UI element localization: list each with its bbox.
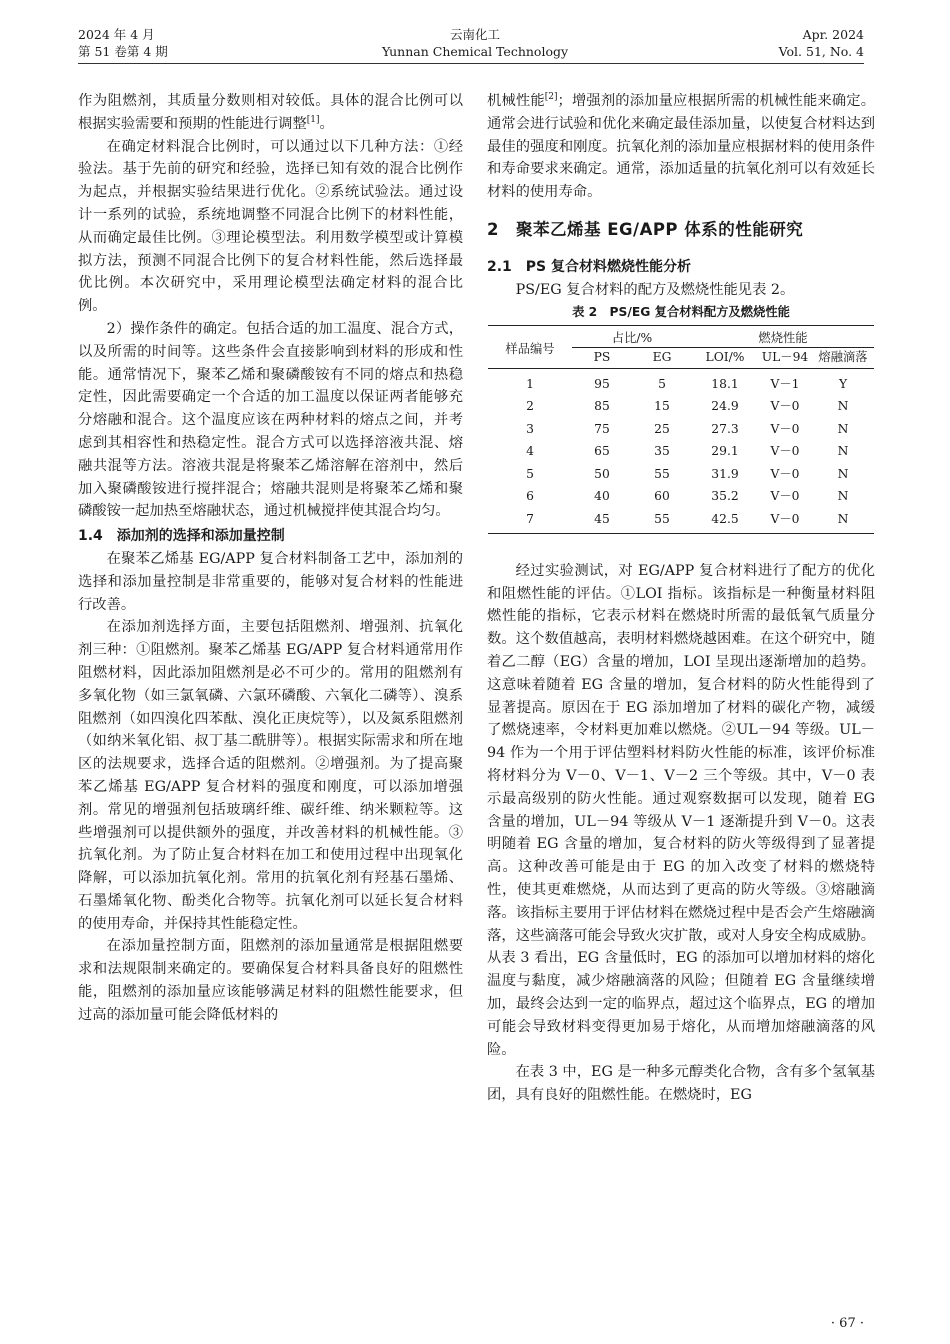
table-cell: 35 xyxy=(654,444,670,459)
table-row xyxy=(488,369,874,395)
citation: [1] xyxy=(306,115,320,126)
table-cell: 40 xyxy=(594,489,610,504)
table-row xyxy=(488,417,874,440)
paragraph: 在添加量控制方面，阻燃剂的添加量通常是根据阻燃要求和法规限制来确定的。要确保复合材料具备良好的阻燃性能，阻燃剂的添加量应该能够满足材料的阻燃性能要求，但过高的添加量可能会降低材料的 xyxy=(78,938,463,1023)
table-cell: V－0 xyxy=(770,466,800,481)
col-header-ul94: UL－94 xyxy=(758,348,812,369)
table-row xyxy=(488,507,874,533)
data-table xyxy=(488,325,874,534)
table-cell: 5 xyxy=(658,376,666,391)
table-cell: 1 xyxy=(526,376,534,391)
paragraph: 在表 3 中，EG 是一种多元醇类化合物，含有多个氢氧基团，具有良好的阻燃性能。在燃烧时，EG xyxy=(487,1064,875,1104)
table-cell: N xyxy=(837,444,849,459)
table-cell: 29.1 xyxy=(711,444,739,459)
table-cell: 18.1 xyxy=(711,376,739,391)
section-heading-1-4: 1.4 添加剂的选择和添加量控制 xyxy=(78,528,285,545)
table-cell: 50 xyxy=(594,466,610,481)
table-cell: N xyxy=(837,399,849,414)
paragraph: PS/EG 复合材料的配方及燃烧性能见表 2。 xyxy=(515,281,795,298)
col-group-ratio: 占比/% xyxy=(572,326,692,348)
table-cell: 25 xyxy=(654,421,670,436)
table-cell: V－0 xyxy=(758,507,812,533)
paragraph: 在聚苯乙烯基 EG/APP 复合材料制备工艺中，添加剂的选择和添加量控制是非常重要的，能够对复合材料的性能进行改善。 xyxy=(78,550,463,613)
table-cell: 2 xyxy=(526,399,534,414)
table-row xyxy=(488,440,874,463)
table-cell: V－0 xyxy=(770,399,800,414)
page-number: · 67 · xyxy=(830,1316,864,1331)
table-cell: 15 xyxy=(654,399,670,414)
header-date: 2024 年 4 月 xyxy=(78,27,155,42)
table-cell: 35.2 xyxy=(711,489,739,504)
paragraph: 机械性能[2]；增强剂的添加量应根据所需的机械性能来确定。通常会进行试验和优化来确定最佳添加量，以使复合材料达到最佳的强度和刚度。抗氧化剂的添加量应根据材料的使用条件和寿命要求来确定。通常，添加适量的抗氧化剂可以有效延长材料的使用寿命。 xyxy=(487,92,876,201)
table-cell: 45 xyxy=(572,507,632,533)
col-group-burn: 燃烧性能 xyxy=(692,326,874,348)
table-cell: 75 xyxy=(594,421,610,436)
header-rule xyxy=(78,63,864,64)
paragraph: 经过实验测试，对 EG/APP 复合材料进行了配方的优化和阻燃性能的评估。①LOI 指标。该指标是一种衡量材料阻燃性能的指标，它表示材料在燃烧时所需的最低氧气质量分数。这个数值越高，表明材料燃烧越困难。在这个研究中，随着乙二醇（EG）含量的增加，LOI 呈现出逐渐增加的趋势。这意味着随着 EG 含量的增加，复合材料的防火性能得到了显著提高。原因在于 EG 添加增加了材料的碳化产物，减缓了燃烧速率，令材料更加难以燃烧。②UL－94 等级。UL－94 作为一个用于评估塑料材料防火性能的标准，该评价标准将材料分为 V－0、V－1、V－2 三个等级。其中，V－0 表示最高级别的防火性能。通过观察数据可以发现，随着 EG 含量的增加，UL－94 等级从 V－1 逐渐提升到 V－0。这表明随着 EG 含量的增加，复合材料的防火等级得到了显著提高。这种改善可能是由于 EG 的加入改变了材料的燃烧特性，使其更难燃烧，从而达到了更高的防火等级。③熔融滴落。该指标主要用于评估材料在燃烧过程中是否会产生熔融滴落，这些滴落可能会导致火灾扩散，或对人身安全构成威胁。从表 3 看出，EG 含量低时，EG 的添加可以增加材料的熔化温度与黏度，减少熔融滴落的风险；但随着 EG 含量继续增加，最终会达到一定的临界点，超过这个临界点，EG 的增加可能会导致材料变得更加易于熔化，从而增加熔融滴落的风险。 xyxy=(487,562,875,1058)
table-cell: Y xyxy=(838,376,848,391)
table-row xyxy=(488,485,874,508)
col-header-eg: EG xyxy=(632,348,692,369)
col-header-loi: LOI/% xyxy=(692,348,758,369)
table-row xyxy=(488,395,874,418)
header-volume: 第 51 卷第 4 期 xyxy=(78,44,168,59)
table-cell: N xyxy=(837,421,849,436)
table-cell: 55 xyxy=(654,466,670,481)
left-column xyxy=(78,90,463,1027)
table-cell: N xyxy=(812,507,874,533)
table-cell: 55 xyxy=(632,507,692,533)
header-issue-info-en xyxy=(779,26,864,60)
table-cell: 85 xyxy=(594,399,610,414)
table-cell: V－0 xyxy=(770,444,800,459)
col-header-sample: 样品编号 xyxy=(488,326,572,369)
table-cell: 95 xyxy=(594,376,610,391)
table-cell: V－0 xyxy=(770,489,800,504)
table-cell: 3 xyxy=(526,421,534,436)
table-cell: 31.9 xyxy=(711,466,739,481)
table-cell: N xyxy=(837,466,849,481)
col-header-drip: 熔融滴落 xyxy=(812,348,874,369)
table-cell: 4 xyxy=(526,444,534,459)
table-cell: 27.3 xyxy=(711,421,739,436)
table-cell: 42.5 xyxy=(692,507,758,533)
col-header-ps: PS xyxy=(572,348,632,369)
table-cell: 65 xyxy=(594,444,610,459)
table-cell: 60 xyxy=(654,489,670,504)
table-cell: 5 xyxy=(526,466,534,481)
table-cell: V－0 xyxy=(770,421,800,436)
paragraph: 2）操作条件的确定。包括合适的加工温度、混合方式，以及所需的时间等。这些条件会直接影响到材料的形成和性能。通常情况下，聚苯乙烯和聚磷酸铵有不同的熔点和热稳定性，因此需要确定一个合适的加工温度以保证两者能够充分熔融和混合。这个温度应该在两种材料的熔点之间，并考虑到其相容性和热稳定性。混合方式可以选择溶液共混、熔融共混等方法。溶液共混是将聚苯乙烯溶解在溶剂中，然后加入聚磷酸铵进行搅拌混合；熔融共混则是将聚苯乙烯和聚磷酸铵一起加热至熔融状态，通过机械搅拌使其混合均匀。 xyxy=(78,320,463,520)
citation: [2] xyxy=(544,92,558,103)
table-caption: 表 2 PS/EG 复合材料配方及燃烧性能 xyxy=(572,305,790,320)
table-cell: N xyxy=(837,489,849,504)
paragraph: 在添加剂选择方面，主要包括阻燃剂、增强剂、抗氧化剂三种：①阻燃剂。聚苯乙烯基 EG/APP 复合材料通常用作阻燃材料，因此添加阻燃剂是必不可少的。常用的阻燃剂有多氧化物（如三氯氧磷、六氯环磷酸、六氧化二磷等）、溴系阻燃剂（如四溴化四苯酞、溴化正庚烷等），以及氮系阻燃剂（如纳米氧化铝、叔丁基二酰肼等）。根据实际需求和所在地区的法规要求，选择合适的阻燃剂。②增强剂。为了提高聚苯乙烯基 EG/APP 复合材料的强度和刚度，可以添加增强剂。常见的增强剂包括玻璃纤维、碳纤维、纳米颗粒等。这些增强剂可以提供额外的强度，并改善材料的机械性能。③抗氧化剂。为了防止复合材料在加工和使用过程中出现氧化降解，可以添加抗氧化剂。常用的抗氧化剂有羟基石墨烯、石墨烯氧化物、酚类化合物等。抗氧化剂可以延长复合材料的使用寿命，并保持其性能稳定性。 xyxy=(78,619,463,932)
table-cell: 7 xyxy=(488,507,572,533)
table-row xyxy=(488,462,874,485)
paragraph: 在确定材料混合比例时，可以通过以下几种方法：①经验法。基于先前的研究和经验，选择已知有效的混合比例作为起点，并根据实验结果进行优化。②系统试验法。通过设计一系列的试验，系统地调整不同混合比例下的材料性能，从而确定最佳比例。③理论模型法。利用数学模型或计算模拟方法，预测不同混合比例下的复合材料性能，然后选择最优比例。本次研究中，采用理论模型法确定材料的混合比例。 xyxy=(78,138,463,315)
header-journal-cn: 云南化工 xyxy=(449,27,500,42)
header-journal-en: Yunnan Chemical Technology xyxy=(381,44,569,59)
section-heading-2-1: 2.1 PS 复合材料燃烧性能分析 xyxy=(487,258,692,275)
section-heading-2: 2 聚苯乙烯基 EG/APP 体系的性能研究 xyxy=(487,219,804,239)
right-column xyxy=(487,90,875,1107)
header-volume-en: Vol. 51, No. 4 xyxy=(778,44,864,59)
paragraph: 作为阻燃剂，其质量分数则相对较低。具体的混合比例可以根据实验需要和预期的性能进行调整[1]。 xyxy=(78,93,463,132)
table-cell: V－1 xyxy=(770,376,800,391)
table-cell: 24.9 xyxy=(711,399,739,414)
header-date-en: Apr. 2024 xyxy=(802,27,864,42)
table-cell: 6 xyxy=(526,489,534,504)
